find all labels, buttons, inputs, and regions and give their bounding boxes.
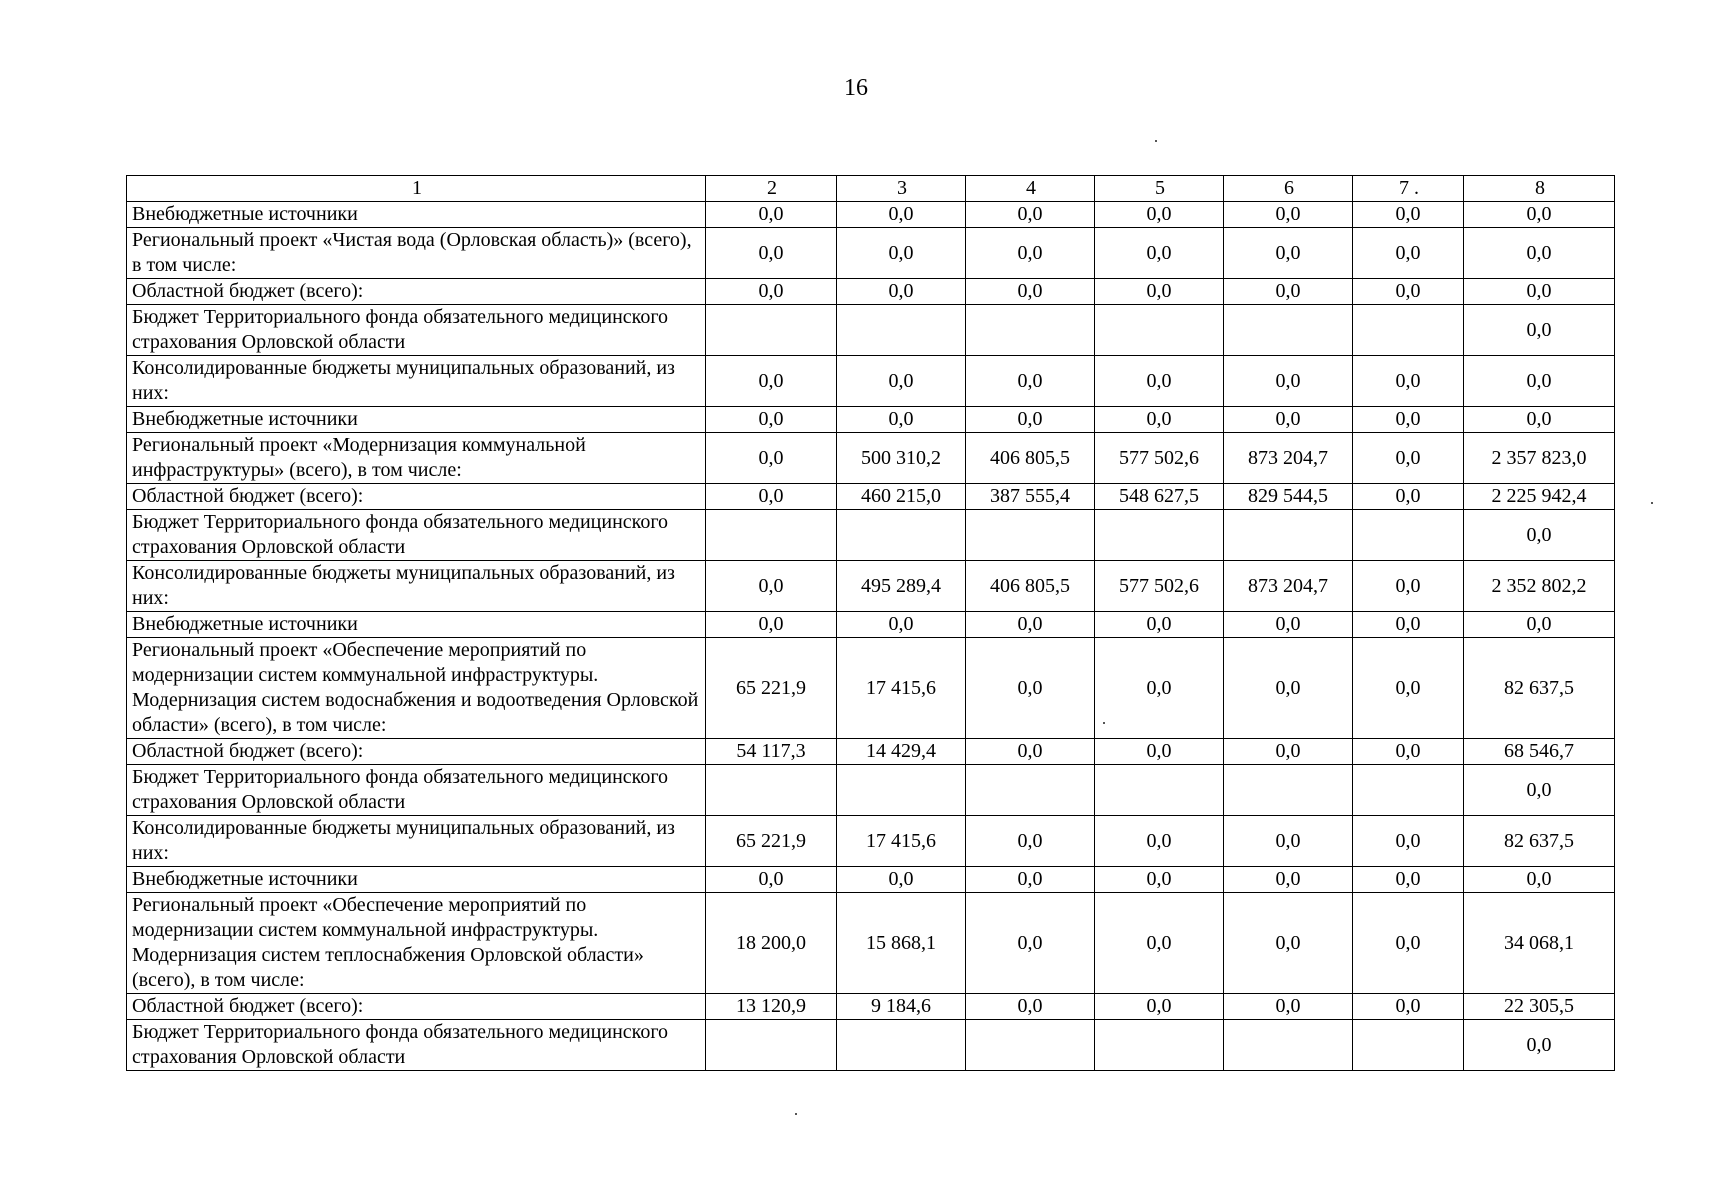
value-cell-col-7: 0,0 bbox=[1353, 994, 1464, 1020]
column-header-7: 7 . bbox=[1353, 176, 1464, 202]
budget-table bbox=[126, 175, 1615, 1071]
row-label: Консолидированные бюджеты муниципальных образований, из них: bbox=[127, 356, 706, 407]
table-row bbox=[127, 228, 1615, 279]
value-cell-col-5: 0,0 bbox=[1095, 638, 1224, 739]
value-cell-col-2: 0,0 bbox=[706, 202, 837, 228]
value-cell-col-7: 0,0 bbox=[1353, 816, 1464, 867]
value-cell-col-4: 0,0 bbox=[966, 356, 1095, 407]
value-cell-col-6: 0,0 bbox=[1224, 407, 1353, 433]
value-cell-col-4: 0,0 bbox=[966, 816, 1095, 867]
value-cell-col-4: 0,0 bbox=[966, 228, 1095, 279]
value-cell-col-6: 0,0 bbox=[1224, 994, 1353, 1020]
value-cell-col-3 bbox=[837, 305, 966, 356]
value-cell-col-6: 0,0 bbox=[1224, 816, 1353, 867]
value-cell-col-4 bbox=[966, 765, 1095, 816]
value-cell-col-6: 873 204,7 bbox=[1224, 433, 1353, 484]
value-cell-col-7: 0,0 bbox=[1353, 612, 1464, 638]
row-label: Консолидированные бюджеты муниципальных образований, из них: bbox=[127, 816, 706, 867]
value-cell-col-4 bbox=[966, 1020, 1095, 1071]
value-cell-col-4: 406 805,5 bbox=[966, 561, 1095, 612]
value-cell-col-2: 65 221,9 bbox=[706, 638, 837, 739]
value-cell-col-4: 0,0 bbox=[966, 279, 1095, 305]
value-cell-col-8: 0,0 bbox=[1464, 612, 1615, 638]
header-row bbox=[127, 176, 1615, 202]
table-row bbox=[127, 433, 1615, 484]
value-cell-col-2: 0,0 bbox=[706, 356, 837, 407]
value-cell-col-7: 0,0 bbox=[1353, 739, 1464, 765]
value-cell-col-3: 14 429,4 bbox=[837, 739, 966, 765]
value-cell-col-3: 0,0 bbox=[837, 612, 966, 638]
value-cell-col-4: 0,0 bbox=[966, 407, 1095, 433]
value-cell-col-2 bbox=[706, 305, 837, 356]
value-cell-col-6 bbox=[1224, 510, 1353, 561]
value-cell-col-4 bbox=[966, 305, 1095, 356]
value-cell-col-7: 0,0 bbox=[1353, 561, 1464, 612]
value-cell-col-6: 0,0 bbox=[1224, 739, 1353, 765]
table-row bbox=[127, 407, 1615, 433]
value-cell-col-3: 0,0 bbox=[837, 202, 966, 228]
value-cell-col-4: 0,0 bbox=[966, 893, 1095, 994]
value-cell-col-8: 2 357 823,0 bbox=[1464, 433, 1615, 484]
value-cell-col-3: 0,0 bbox=[837, 407, 966, 433]
value-cell-col-6: 873 204,7 bbox=[1224, 561, 1353, 612]
value-cell-col-8: 0,0 bbox=[1464, 510, 1615, 561]
value-cell-col-5: 0,0 bbox=[1095, 739, 1224, 765]
value-cell-col-2: 0,0 bbox=[706, 279, 837, 305]
value-cell-col-5 bbox=[1095, 305, 1224, 356]
value-cell-col-8: 2 225 942,4 bbox=[1464, 484, 1615, 510]
table-row bbox=[127, 816, 1615, 867]
table-row bbox=[127, 484, 1615, 510]
table-body bbox=[127, 176, 1615, 1071]
table-row bbox=[127, 305, 1615, 356]
value-cell-col-3: 15 868,1 bbox=[837, 893, 966, 994]
row-label: Внебюджетные источники bbox=[127, 612, 706, 638]
value-cell-col-5 bbox=[1095, 1020, 1224, 1071]
row-label: Бюджет Территориального фонда обязательного медицинского страхования Орловской области bbox=[127, 1020, 706, 1071]
column-header-4: 4 bbox=[966, 176, 1095, 202]
value-cell-col-5: 0,0 bbox=[1095, 202, 1224, 228]
value-cell-col-8: 0,0 bbox=[1464, 1020, 1615, 1071]
value-cell-col-8: 82 637,5 bbox=[1464, 816, 1615, 867]
value-cell-col-8: 68 546,7 bbox=[1464, 739, 1615, 765]
value-cell-col-4: 0,0 bbox=[966, 994, 1095, 1020]
table-row bbox=[127, 867, 1615, 893]
table-row bbox=[127, 739, 1615, 765]
value-cell-col-5: 577 502,6 bbox=[1095, 561, 1224, 612]
value-cell-col-8: 0,0 bbox=[1464, 305, 1615, 356]
table-row bbox=[127, 279, 1615, 305]
row-label: Консолидированные бюджеты муниципальных образований, из них: bbox=[127, 561, 706, 612]
scan-speck bbox=[1103, 722, 1105, 724]
value-cell-col-3: 0,0 bbox=[837, 356, 966, 407]
value-cell-col-7: 0,0 bbox=[1353, 407, 1464, 433]
value-cell-col-5: 0,0 bbox=[1095, 356, 1224, 407]
value-cell-col-7 bbox=[1353, 510, 1464, 561]
table-row bbox=[127, 356, 1615, 407]
row-label: Внебюджетные источники bbox=[127, 407, 706, 433]
value-cell-col-3: 0,0 bbox=[837, 867, 966, 893]
value-cell-col-4: 0,0 bbox=[966, 867, 1095, 893]
scan-speck bbox=[795, 1113, 797, 1115]
value-cell-col-5: 577 502,6 bbox=[1095, 433, 1224, 484]
value-cell-col-7: 0,0 bbox=[1353, 867, 1464, 893]
value-cell-col-3: 495 289,4 bbox=[837, 561, 966, 612]
value-cell-col-4: 0,0 bbox=[966, 612, 1095, 638]
row-label: Региональный проект «Обеспечение мероприятий по модернизации систем коммунальной инфраструктуры. Модернизация систем водоснабжения и водоотведения Орловской области» (всего), в том числе: bbox=[127, 638, 706, 739]
value-cell-col-8: 34 068,1 bbox=[1464, 893, 1615, 994]
value-cell-col-2: 0,0 bbox=[706, 561, 837, 612]
column-header-6: 6 bbox=[1224, 176, 1353, 202]
row-label: Внебюджетные источники bbox=[127, 867, 706, 893]
value-cell-col-8: 0,0 bbox=[1464, 765, 1615, 816]
column-header-8: 8 bbox=[1464, 176, 1615, 202]
value-cell-col-7: 0,0 bbox=[1353, 356, 1464, 407]
value-cell-col-6: 0,0 bbox=[1224, 356, 1353, 407]
table-row bbox=[127, 202, 1615, 228]
value-cell-col-6 bbox=[1224, 305, 1353, 356]
value-cell-col-6: 0,0 bbox=[1224, 893, 1353, 994]
value-cell-col-7: 0,0 bbox=[1353, 638, 1464, 739]
value-cell-col-2: 0,0 bbox=[706, 867, 837, 893]
row-label: Внебюджетные источники bbox=[127, 202, 706, 228]
value-cell-col-7: 0,0 bbox=[1353, 893, 1464, 994]
row-label: Бюджет Территориального фонда обязательного медицинского страхования Орловской области bbox=[127, 510, 706, 561]
value-cell-col-2 bbox=[706, 765, 837, 816]
table-row bbox=[127, 612, 1615, 638]
value-cell-col-8: 22 305,5 bbox=[1464, 994, 1615, 1020]
row-label: Региональный проект «Модернизация коммунальной инфраструктуры» (всего), в том числе: bbox=[127, 433, 706, 484]
row-label: Бюджет Территориального фонда обязательного медицинского страхования Орловской области bbox=[127, 765, 706, 816]
value-cell-col-2: 54 117,3 bbox=[706, 739, 837, 765]
value-cell-col-8: 0,0 bbox=[1464, 356, 1615, 407]
column-header-1: 1 bbox=[127, 176, 706, 202]
row-label: Областной бюджет (всего): bbox=[127, 279, 706, 305]
value-cell-col-8: 0,0 bbox=[1464, 202, 1615, 228]
value-cell-col-3 bbox=[837, 765, 966, 816]
value-cell-col-7 bbox=[1353, 305, 1464, 356]
value-cell-col-2: 65 221,9 bbox=[706, 816, 837, 867]
table-row bbox=[127, 638, 1615, 739]
row-label: Областной бюджет (всего): bbox=[127, 484, 706, 510]
value-cell-col-4: 406 805,5 bbox=[966, 433, 1095, 484]
value-cell-col-6: 0,0 bbox=[1224, 612, 1353, 638]
value-cell-col-5: 0,0 bbox=[1095, 816, 1224, 867]
value-cell-col-4 bbox=[966, 510, 1095, 561]
table-row bbox=[127, 765, 1615, 816]
value-cell-col-6: 0,0 bbox=[1224, 638, 1353, 739]
table-row bbox=[127, 994, 1615, 1020]
value-cell-col-2: 13 120,9 bbox=[706, 994, 837, 1020]
table-row bbox=[127, 561, 1615, 612]
value-cell-col-5: 0,0 bbox=[1095, 279, 1224, 305]
value-cell-col-5: 0,0 bbox=[1095, 893, 1224, 994]
value-cell-col-5: 0,0 bbox=[1095, 612, 1224, 638]
column-header-3: 3 bbox=[837, 176, 966, 202]
value-cell-col-8: 82 637,5 bbox=[1464, 638, 1615, 739]
value-cell-col-4: 0,0 bbox=[966, 739, 1095, 765]
value-cell-col-3 bbox=[837, 510, 966, 561]
value-cell-col-6: 0,0 bbox=[1224, 228, 1353, 279]
value-cell-col-6: 0,0 bbox=[1224, 279, 1353, 305]
value-cell-col-3: 460 215,0 bbox=[837, 484, 966, 510]
value-cell-col-2: 0,0 bbox=[706, 484, 837, 510]
value-cell-col-3: 9 184,6 bbox=[837, 994, 966, 1020]
value-cell-col-6 bbox=[1224, 1020, 1353, 1071]
value-cell-col-3: 0,0 bbox=[837, 279, 966, 305]
table-row bbox=[127, 1020, 1615, 1071]
value-cell-col-3: 17 415,6 bbox=[837, 638, 966, 739]
value-cell-col-8: 0,0 bbox=[1464, 867, 1615, 893]
value-cell-col-5: 548 627,5 bbox=[1095, 484, 1224, 510]
scan-speck bbox=[1155, 140, 1157, 142]
value-cell-col-2: 0,0 bbox=[706, 612, 837, 638]
value-cell-col-5: 0,0 bbox=[1095, 228, 1224, 279]
value-cell-col-2 bbox=[706, 510, 837, 561]
value-cell-col-8: 2 352 802,2 bbox=[1464, 561, 1615, 612]
value-cell-col-4: 387 555,4 bbox=[966, 484, 1095, 510]
value-cell-col-3: 17 415,6 bbox=[837, 816, 966, 867]
page-number: 16 bbox=[844, 75, 868, 101]
table-row bbox=[127, 510, 1615, 561]
value-cell-col-5: 0,0 bbox=[1095, 407, 1224, 433]
value-cell-col-2: 18 200,0 bbox=[706, 893, 837, 994]
value-cell-col-6: 829 544,5 bbox=[1224, 484, 1353, 510]
value-cell-col-3: 500 310,2 bbox=[837, 433, 966, 484]
value-cell-col-5: 0,0 bbox=[1095, 994, 1224, 1020]
row-label: Региональный проект «Чистая вода (Орловская область)» (всего), в том числе: bbox=[127, 228, 706, 279]
value-cell-col-2: 0,0 bbox=[706, 407, 837, 433]
value-cell-col-6: 0,0 bbox=[1224, 867, 1353, 893]
value-cell-col-8: 0,0 bbox=[1464, 228, 1615, 279]
value-cell-col-8: 0,0 bbox=[1464, 407, 1615, 433]
value-cell-col-7 bbox=[1353, 1020, 1464, 1071]
value-cell-col-7: 0,0 bbox=[1353, 433, 1464, 484]
row-label: Бюджет Территориального фонда обязательного медицинского страхования Орловской области bbox=[127, 305, 706, 356]
row-label: Региональный проект «Обеспечение мероприятий по модернизации систем коммунальной инфраструктуры. Модернизация систем теплоснабжения Орловской области» (всего), в том числе: bbox=[127, 893, 706, 994]
value-cell-col-5 bbox=[1095, 765, 1224, 816]
row-label: Областной бюджет (всего): bbox=[127, 994, 706, 1020]
value-cell-col-7 bbox=[1353, 765, 1464, 816]
value-cell-col-2: 0,0 bbox=[706, 433, 837, 484]
value-cell-col-3: 0,0 bbox=[837, 228, 966, 279]
column-header-5: 5 bbox=[1095, 176, 1224, 202]
value-cell-col-6: 0,0 bbox=[1224, 202, 1353, 228]
value-cell-col-3 bbox=[837, 1020, 966, 1071]
row-label: Областной бюджет (всего): bbox=[127, 739, 706, 765]
value-cell-col-7: 0,0 bbox=[1353, 279, 1464, 305]
value-cell-col-4: 0,0 bbox=[966, 202, 1095, 228]
value-cell-col-5 bbox=[1095, 510, 1224, 561]
value-cell-col-4: 0,0 bbox=[966, 638, 1095, 739]
value-cell-col-6 bbox=[1224, 765, 1353, 816]
value-cell-col-7: 0,0 bbox=[1353, 484, 1464, 510]
value-cell-col-8: 0,0 bbox=[1464, 279, 1615, 305]
value-cell-col-7: 0,0 bbox=[1353, 228, 1464, 279]
scan-speck bbox=[1651, 502, 1653, 504]
table-row bbox=[127, 893, 1615, 994]
value-cell-col-2 bbox=[706, 1020, 837, 1071]
value-cell-col-5: 0,0 bbox=[1095, 867, 1224, 893]
column-header-2: 2 bbox=[706, 176, 837, 202]
value-cell-col-7: 0,0 bbox=[1353, 202, 1464, 228]
value-cell-col-2: 0,0 bbox=[706, 228, 837, 279]
